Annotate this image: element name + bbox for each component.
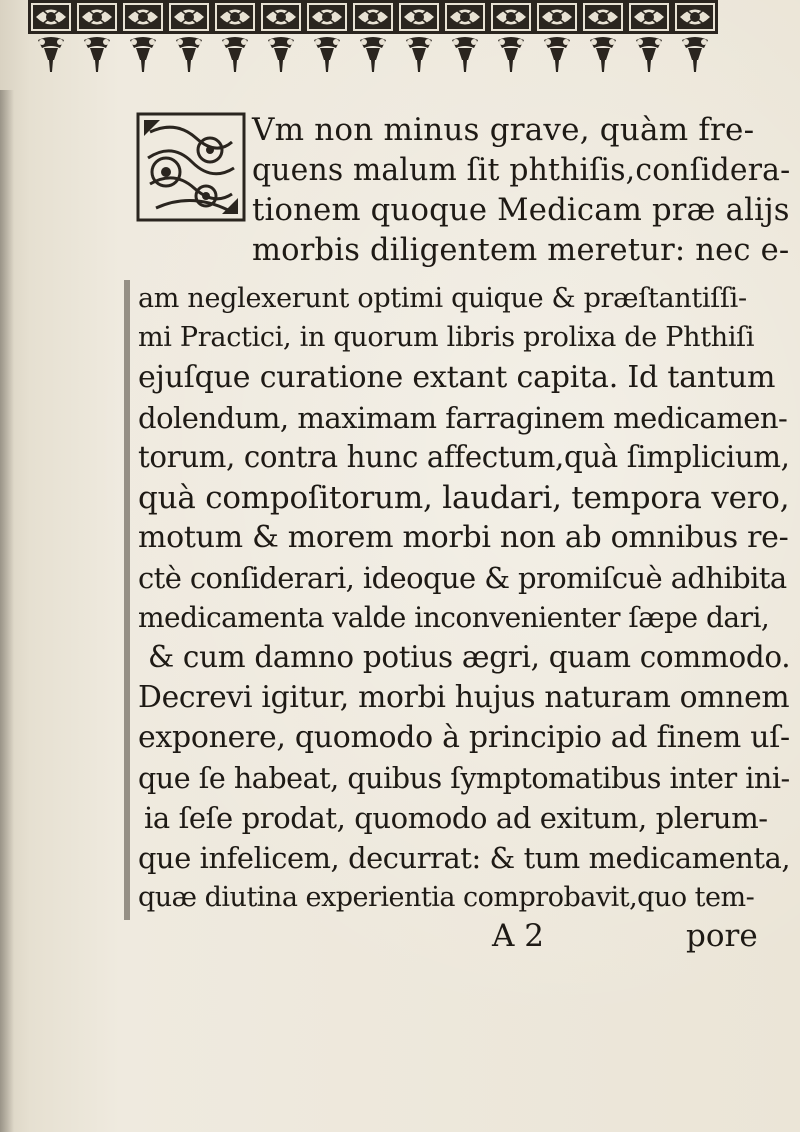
text-line: dolendum, maximam farraginem medicamen- [138,401,788,435]
text-line: motum & morem morbi non ab omnibus re- [138,520,789,555]
text-line: mi Practici, in quorum libris prolixa de Phthiſi [138,322,755,353]
text-line: tionem quoque Medicam præ alijs [252,192,790,228]
gutter-bleed [124,280,130,920]
text-line: que ſe habeat, quibus ſymptomatibus inter ini- [138,761,790,795]
text-line: medicamenta valde inconvenienter ſæpe dari, [138,601,770,634]
text-line: quens malum ſit phthiſis,conſidera- [252,152,791,188]
text-line: & cum damno potius ægri, quam commodo. [148,640,791,675]
text-line: am neglexerunt optimi quique & præſtantiſſi- [138,283,747,314]
text-line: quà compoſitorum, laudari, tempora vero, [138,480,790,516]
signature-mark: A 2 [492,918,544,954]
catchword: pore [686,918,758,954]
text-line: Decrevi igitur, morbi hujus naturam omnem [138,680,790,715]
text-line: exponere, quomodo à principio ad finem uſ- [138,720,790,755]
text-line: ctè conſiderari, ideoque & promiſcuè adhibita [138,561,787,595]
text-line: morbis diligentem meretur: nec e- [252,232,790,268]
text-line: torum, contra hunc affectum,quà ſimplicium, [138,440,790,475]
text-line: que infelicem, decurrat: & tum medicamenta, [138,841,791,875]
text-line: quæ diutina experientia comprobavit,quo tem- [138,882,755,913]
text-line: ia ſeſe prodat, quomodo ad exitum, plerum- [144,801,768,835]
text-line: Vm non minus grave, quàm fre- [252,112,755,148]
text-line: ejuſque curatione extant capita. Id tantum [138,360,776,395]
